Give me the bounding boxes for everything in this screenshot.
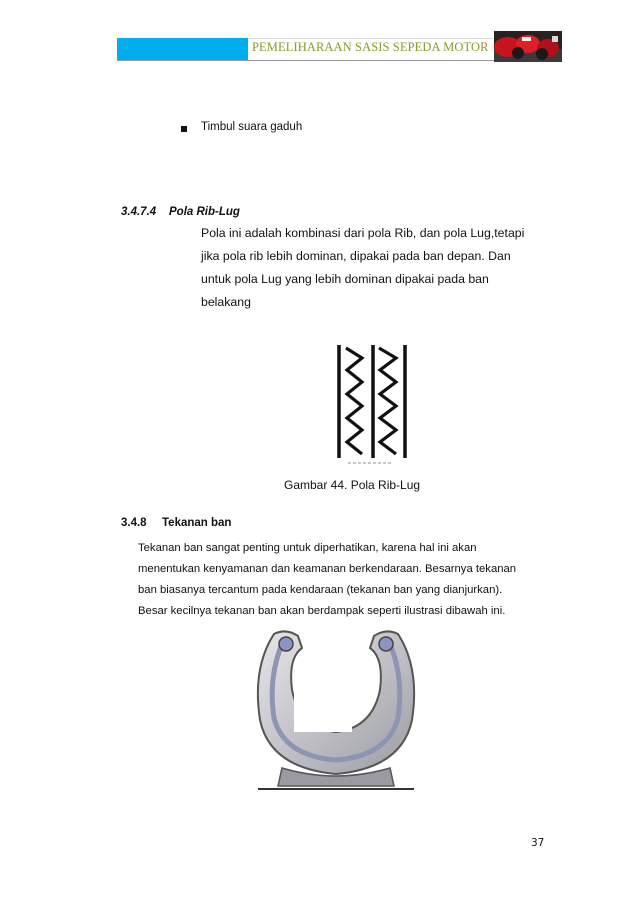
header-underline [117, 60, 496, 61]
section-title: Pola Rib-Lug [169, 206, 240, 218]
figure-caption: Gambar 44. Pola Rib-Lug [284, 478, 421, 492]
section-number: 3.4.7.4 [121, 206, 157, 218]
header-title: PEMELIHARAAN SASIS SEPEDA MOTOR [252, 40, 489, 54]
rib-lug-tread-pattern-icon [336, 342, 408, 466]
paragraph-line: Pola ini adalah kombinasi dari pola Rib, dan pola Lug,tetapi [201, 226, 525, 240]
paragraph-line: Besar kecilnya tekanan ban akan berdampak seperti ilustrasi dibawah ini. [138, 605, 506, 617]
tire-cross-section-icon [252, 628, 420, 793]
motorbike-photo-icon [494, 31, 562, 62]
header-accent-bar [117, 38, 248, 60]
paragraph-line: jika pola rib lebih dominan, dipakai pada ban depan. Dan [201, 249, 511, 263]
section-number: 3.4.8 [121, 517, 147, 529]
bullet-marker [181, 126, 187, 132]
bullet-text: Timbul suara gaduh [201, 121, 303, 133]
section-heading-tekanan-ban [121, 517, 231, 529]
paragraph-line: untuk pola Lug yang lebih dominan dipakai pada ban [201, 272, 489, 286]
paragraph-line: belakang [201, 295, 251, 309]
section-title: Tekanan ban [162, 517, 232, 529]
section-heading-pola-rib-lug [121, 206, 240, 218]
paragraph-line: menentukan kenyamanan dan keamanan berkendaraan. Besarnya tekanan [138, 563, 517, 575]
page-number: 37 [531, 837, 545, 849]
paragraph-line: ban biasanya tercantum pada kendaraan (tekanan ban yang dianjurkan). [138, 584, 503, 596]
paragraph-line: Tekanan ban sangat penting untuk diperhatikan, karena hal ini akan [138, 542, 477, 554]
